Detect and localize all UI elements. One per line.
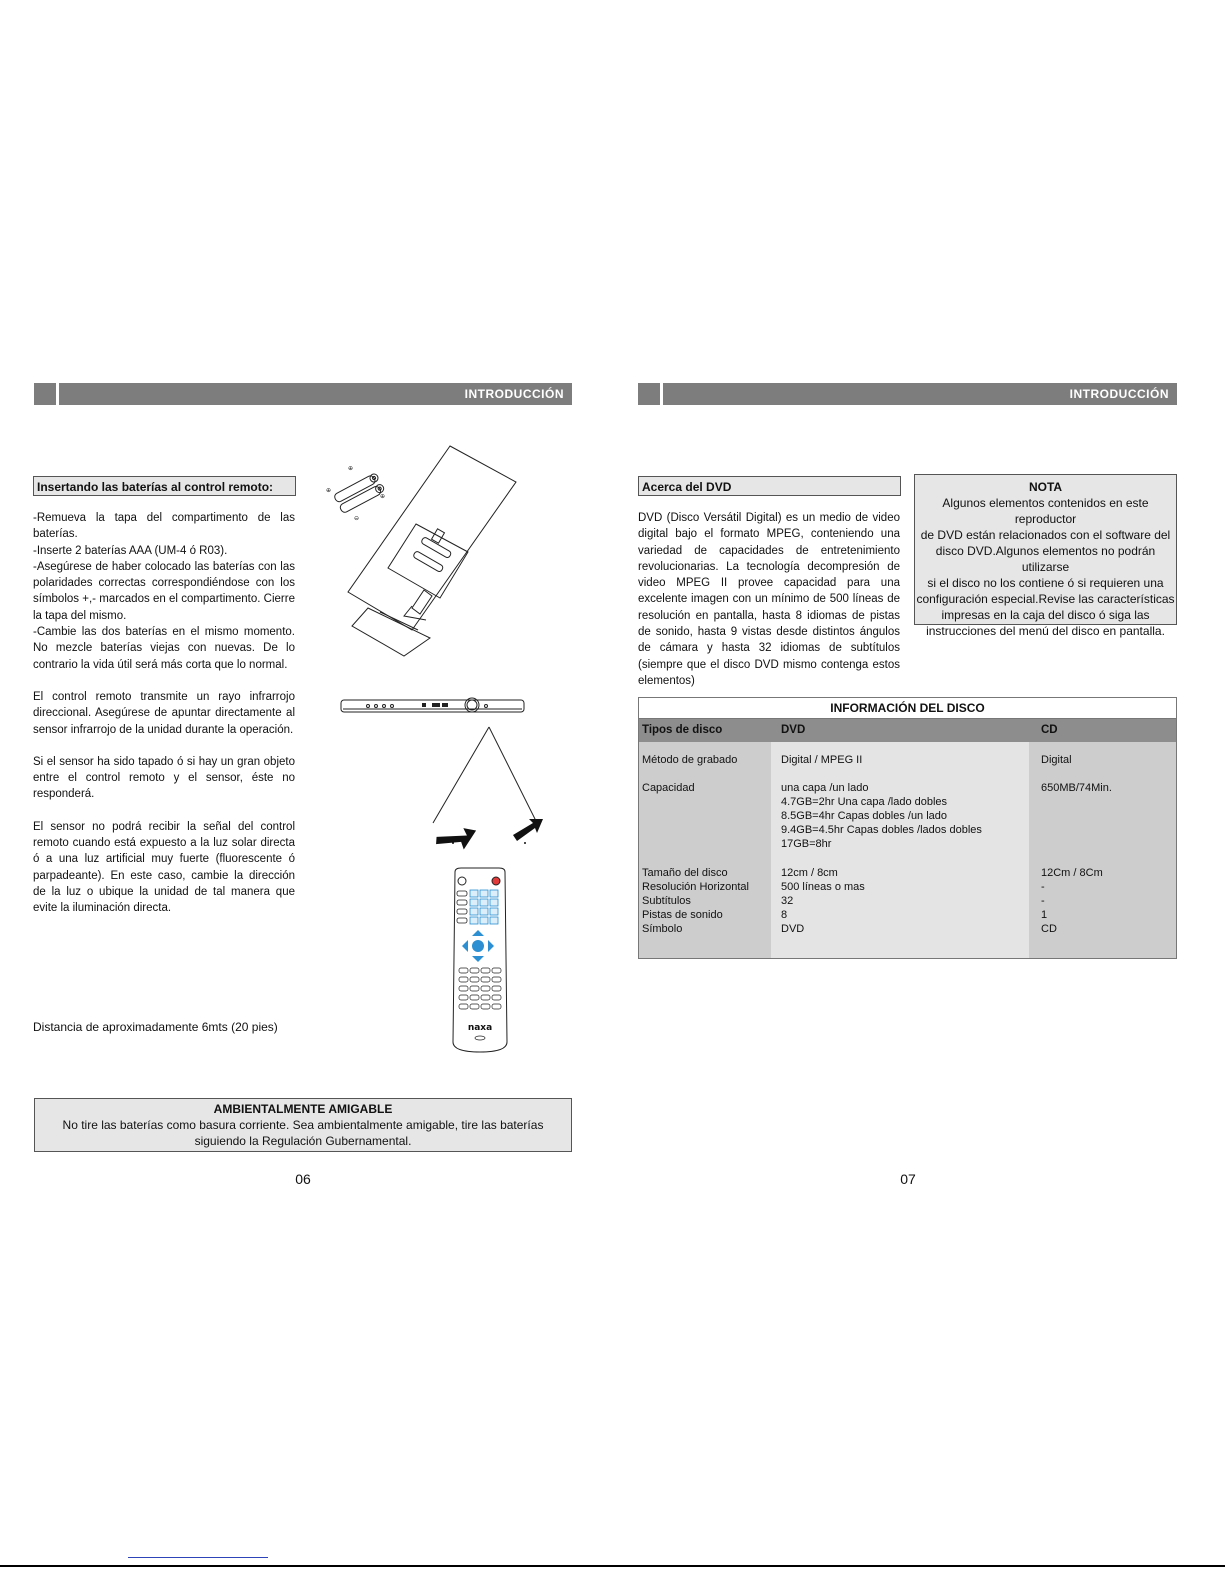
- battery-insertion-illustration: [320, 440, 530, 665]
- battery-step-3: -Asegúrese de haber colocado las baterías con las polaridades correctas correspondiéndose con los símbolos +,- marcados en el compartimento. Cierre la tapa del mismo.: [33, 560, 295, 622]
- note-line: si el disco no los contiene ó si requieren una: [927, 576, 1164, 590]
- page-number-left: 06: [295, 1171, 311, 1187]
- note-line: configuración especial.Revise las características: [916, 592, 1175, 606]
- note-title: NOTA: [1028, 480, 1063, 494]
- eco-box-text-line2: siguiendo la Regulación Gubernamental.: [194, 1134, 412, 1148]
- dvd-section-title: Acerca del DVD: [638, 476, 901, 496]
- paragraph-infrared: El control remoto transmite un rayo infrarrojo direccional. Asegúrese de apuntar directamente al sensor infrarrojo de la unidad durante la operación.: [33, 690, 295, 736]
- dvd-description: DVD (Disco Versátil Digital) es un medio de video digital bajo el formato MPEG, conteniendo una variedad de capacidades de entretenimiento revolucionarias. La tecnología decompresión de video MPEG II provee capacidad para una excelente imagen con un mínimo de 500 líneas de resolución en pantalla, hasta 8 idiomas de pistas de sonido, hasta 9 vistas desde distintos ángulos de cámara y hasta 32 idiomas de subtítulos (siempre que el disco DVD mismo contenga estos elementos): [638, 512, 900, 687]
- disc-row-dvd-value: DVD: [781, 923, 805, 935]
- note-line: Algunos elementos contenidos en este reproductor: [942, 496, 1149, 526]
- disc-row-dvd-value: 12cm / 8cm: [781, 867, 838, 879]
- disc-row-label: Símbolo: [642, 923, 683, 935]
- distance-label: Distancia de aproximadamente 6mts (20 pies): [33, 1020, 278, 1034]
- disc-row-dvd-value: 9.4GB=4.5hr Capas dobles /lados dobles: [781, 824, 982, 836]
- battery-section-title: Insertando las baterías al control remoto:: [33, 476, 296, 496]
- paragraph-direct-light: El sensor no podrá recibir la señal del control remoto cuando está expuesto a la luz solar directa ó a una luz artificial muy fuerte (fluorescente ó parpadeante). En este caso, cambie la dirección de la luz o ubique la unidad de tal manera que evite la iluminación directa.: [33, 820, 295, 915]
- battery-polarity-label: ⊖: [354, 515, 360, 522]
- footer-link-underline: [128, 1557, 268, 1558]
- disc-table-title: INFORMACIÓN DEL DISCO: [639, 698, 1176, 719]
- battery-polarity-label: ⊕: [326, 487, 332, 494]
- disc-row-dvd-value: una capa /un lado: [781, 782, 869, 794]
- eco-box-text-line1: No tire las baterías como basura corriente. Sea ambientalmente amigable, tire las baterías: [62, 1118, 544, 1132]
- footer-rule: [0, 1565, 1225, 1567]
- disc-header-cd: CD: [1041, 724, 1058, 736]
- battery-instructions: [33, 510, 295, 917]
- note-line: impresas en la caja del disco ó siga las: [941, 608, 1150, 622]
- disc-header-dvd: DVD: [781, 724, 806, 736]
- note-line: de DVD están relacionados con el software del: [920, 528, 1171, 542]
- header-bar-left: INTRODUCCIÓN: [59, 383, 572, 405]
- disc-row-cd-value: CD: [1041, 923, 1057, 935]
- remote-brand-logo: naxa: [467, 1023, 493, 1033]
- disc-row-cd-value: -: [1041, 881, 1045, 893]
- disc-header-type: Tipos de disco: [642, 724, 723, 736]
- disc-row-cd-value: -: [1041, 895, 1045, 907]
- disc-row-dvd-value: 32: [781, 895, 794, 907]
- note-line: instrucciones del menú del disco en pantalla.: [926, 624, 1165, 638]
- disc-row-label: Subtítulos: [642, 895, 691, 907]
- disc-row-label: Pistas de sonido: [642, 909, 723, 921]
- battery-step-2: -Inserte 2 baterías AAA (UM-4 ó R03).: [33, 544, 228, 557]
- disc-row-label: Resolución Horizontal: [642, 881, 749, 893]
- battery-step-1: -Remueva la tapa del compartimento de las baterías.: [33, 512, 295, 541]
- disc-row-dvd-value: 8: [781, 909, 788, 921]
- disc-row-cd-value: 1: [1041, 909, 1048, 921]
- disc-row-dvd-value: 500 líneas o mas: [781, 881, 865, 893]
- eco-box-title: AMBIENTALMENTE AMIGABLE: [213, 1102, 393, 1116]
- battery-polarity-label: ⊕: [348, 465, 354, 472]
- disc-row-dvd-value: 8.5GB=4hr Capas dobles /un lado: [781, 810, 948, 822]
- page-number-right: 07: [900, 1171, 916, 1187]
- disc-row-cd-value: 650MB/74Min.: [1041, 782, 1112, 794]
- dvd-player-front-illustration: [340, 694, 526, 718]
- note-box: [914, 474, 1177, 638]
- note-line: disco DVD.Algunos elementos no podrán utilizarse: [935, 544, 1156, 574]
- disc-row-dvd-value: 17GB=8hr: [781, 838, 832, 850]
- paragraph-sensor-blocked: Si el sensor ha sido tapado ó si hay un gran objeto entre el control remoto y el sensor, éste no responderá.: [33, 755, 295, 801]
- battery-polarity-label: ⊕: [380, 493, 386, 500]
- disc-row-label: Tamaño del disco: [642, 867, 728, 879]
- ir-angle-diagram: [425, 725, 550, 850]
- remote-control-illustration: [449, 866, 511, 1054]
- eco-friendly-box: [34, 1098, 572, 1152]
- disc-info-table: [638, 697, 1177, 959]
- disc-row-cd-value: 12Cm / 8Cm: [1041, 867, 1103, 879]
- disc-row-label: Método de grabado: [642, 754, 738, 766]
- disc-row-label: Capacidad: [642, 782, 695, 794]
- disc-row-dvd-value: 4.7GB=2hr Una capa /lado dobles: [781, 796, 948, 808]
- battery-step-4: -Cambie las dos baterías en el mismo momento. No mezcle baterías viejas con nuevas. De lo contrario la vida útil será más corta que lo normal.: [33, 626, 295, 671]
- header-square-left: [34, 383, 56, 405]
- disc-row-cd-value: Digital: [1041, 754, 1072, 766]
- disc-row-dvd-value: Digital / MPEG II: [781, 754, 863, 766]
- header-square-right: [638, 383, 660, 405]
- header-bar-right: INTRODUCCIÓN: [663, 383, 1177, 405]
